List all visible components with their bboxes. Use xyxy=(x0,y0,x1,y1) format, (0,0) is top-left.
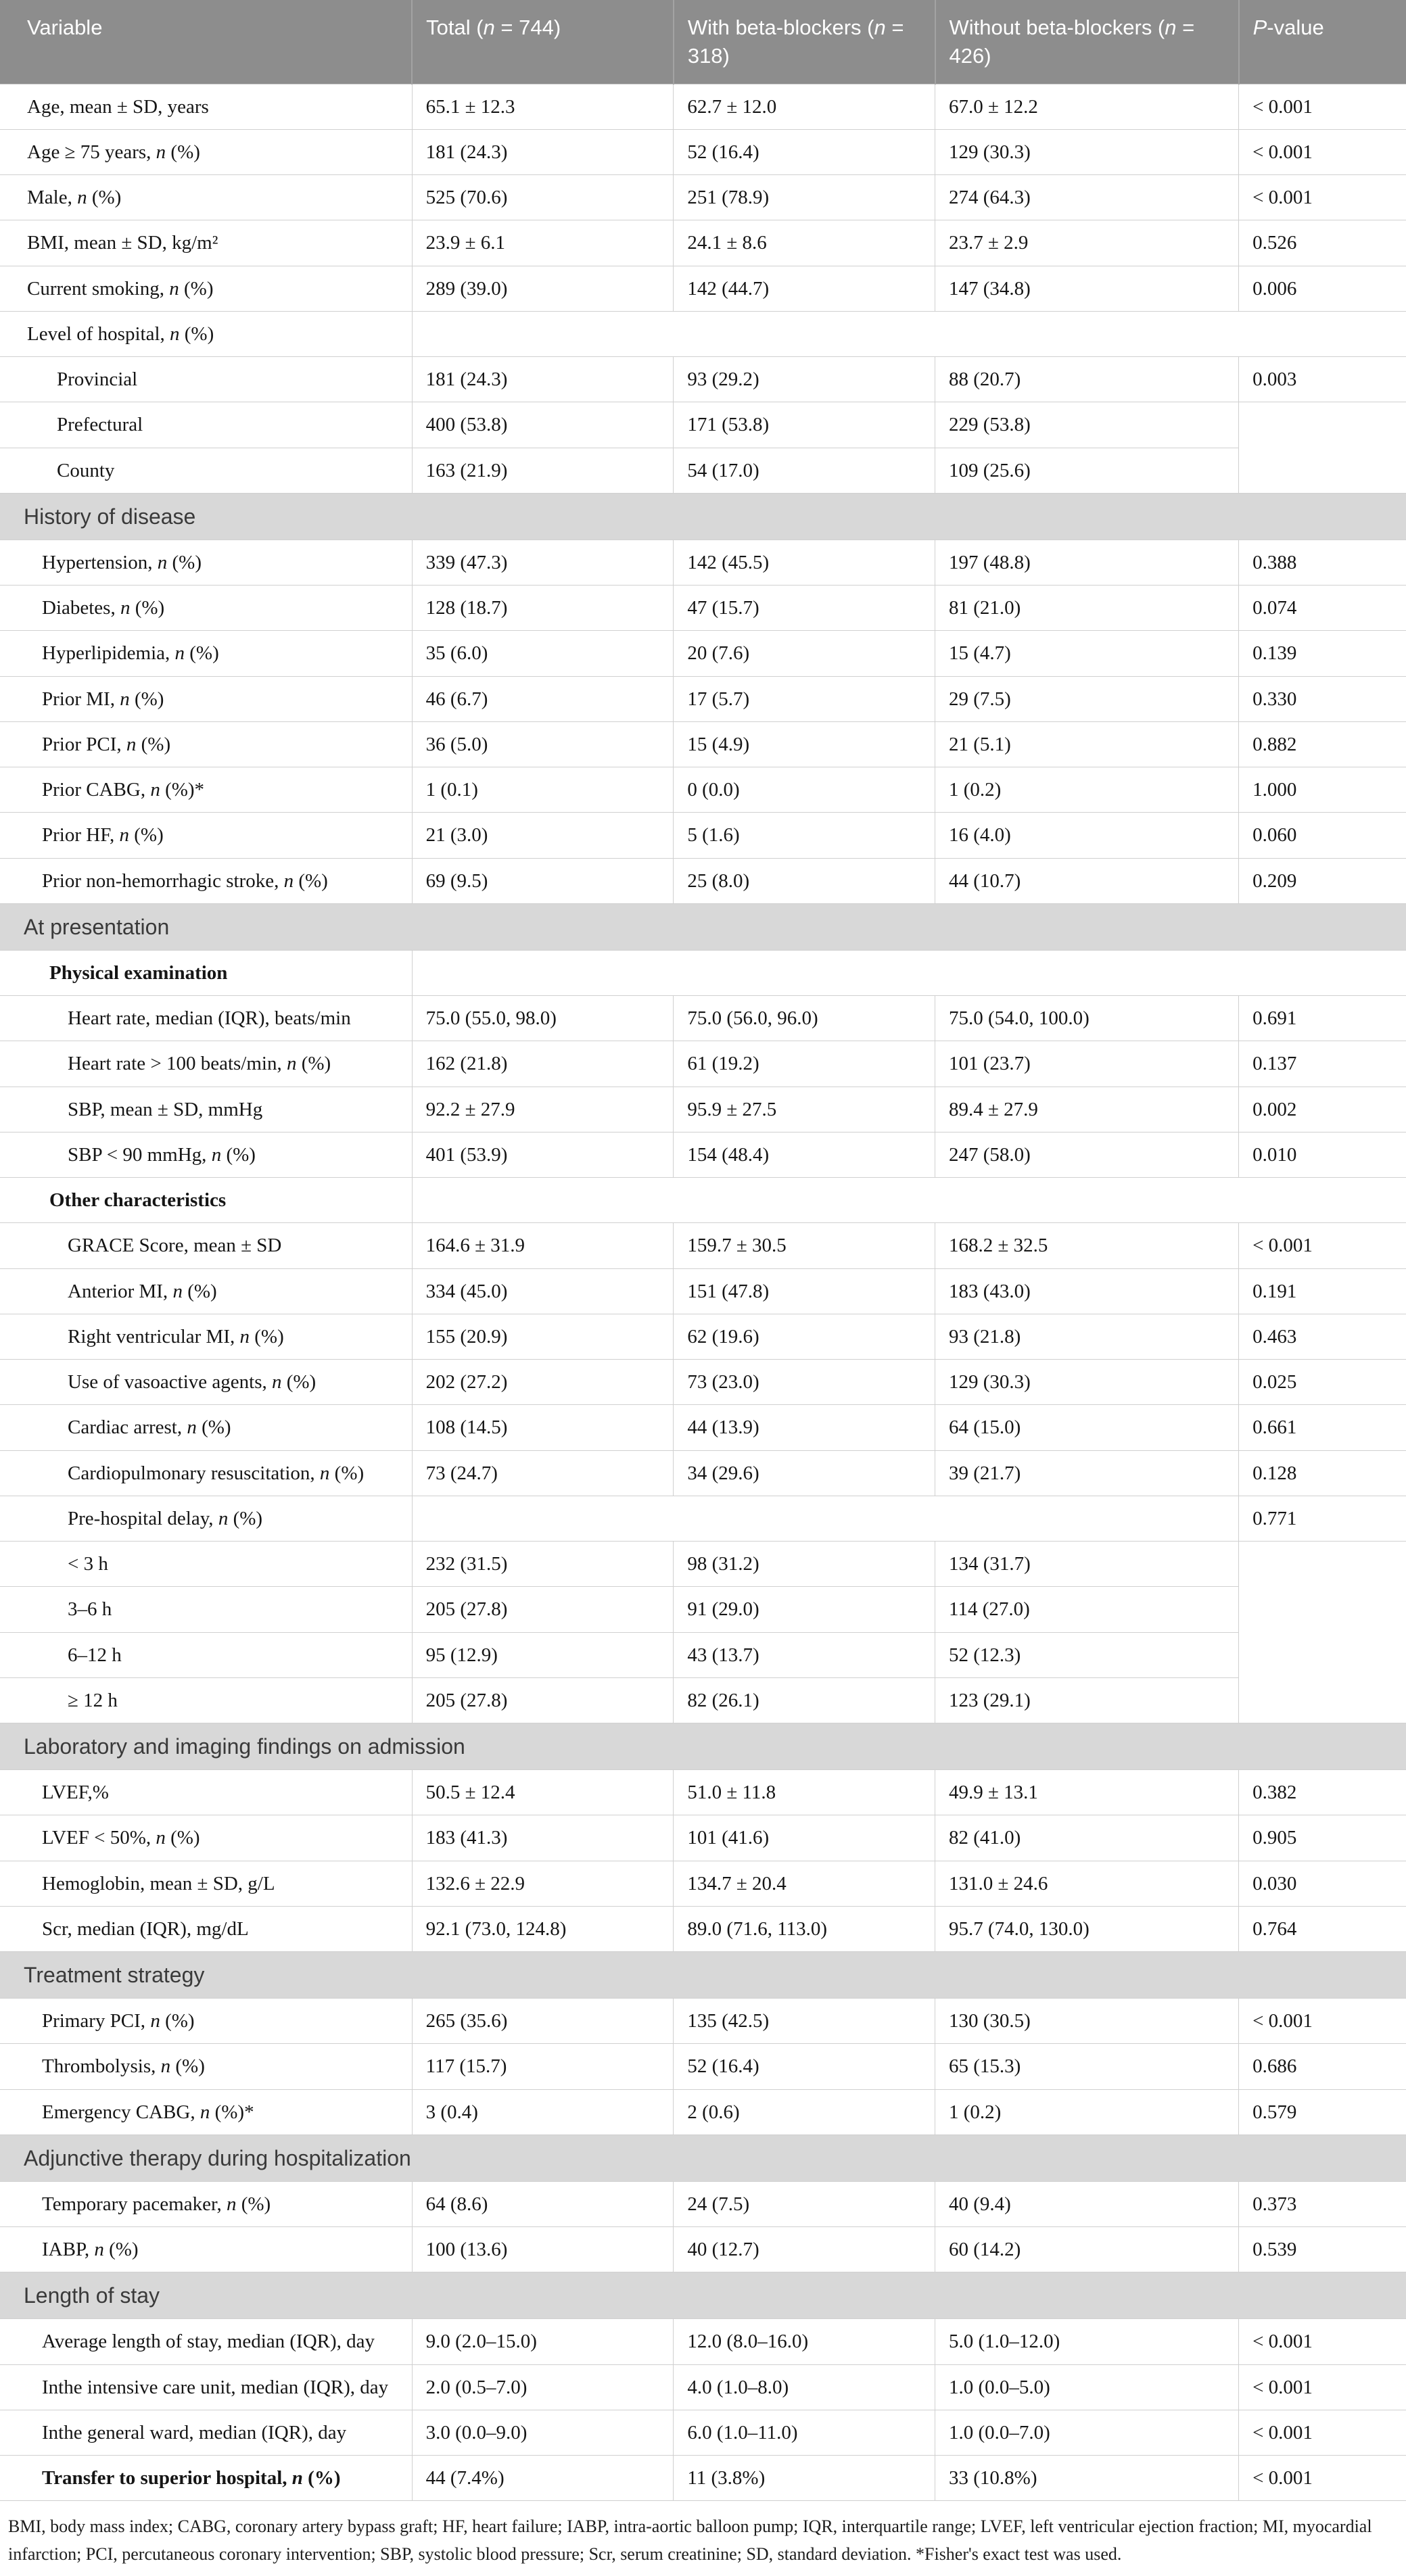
value-cell: 39 (21.7) xyxy=(935,1450,1239,1496)
row-label: 6–12 h xyxy=(0,1632,412,1677)
table-row xyxy=(0,1223,1406,1268)
value-cell: 17 (5.7) xyxy=(674,676,935,721)
table-row xyxy=(0,676,1406,721)
value-cell: 6.0 (1.0–11.0) xyxy=(674,2410,935,2455)
value-cell: 1 (0.1) xyxy=(412,767,674,813)
value-cell: 9.0 (2.0–15.0) xyxy=(412,2319,674,2364)
value-cell: 159.7 ± 30.5 xyxy=(674,1223,935,1268)
value-cell: 50.5 ± 12.4 xyxy=(412,1770,674,1815)
value-cell: 142 (44.7) xyxy=(674,266,935,311)
value-cell: 247 (58.0) xyxy=(935,1132,1239,1177)
table-row xyxy=(0,540,1406,585)
value-cell: 61 (19.2) xyxy=(674,1041,935,1087)
row-label: LVEF,% xyxy=(0,1770,412,1815)
value-cell: 88 (20.7) xyxy=(935,357,1239,402)
table-row xyxy=(0,1542,1406,1587)
value-cell: 73 (24.7) xyxy=(412,1450,674,1496)
value-cell: 181 (24.3) xyxy=(412,129,674,174)
pvalue-cell: 1.000 xyxy=(1239,767,1406,813)
value-cell: 64 (15.0) xyxy=(935,1405,1239,1450)
row-label: Hemoglobin, mean ± SD, g/L xyxy=(0,1861,412,1906)
row-label: 3–6 h xyxy=(0,1587,412,1632)
value-cell: 65.1 ± 12.3 xyxy=(412,84,674,129)
header-cell-total: Total (n = 744) xyxy=(412,0,674,84)
row-label: Male, n (%) xyxy=(0,175,412,220)
value-cell: 334 (45.0) xyxy=(412,1268,674,1314)
section-label: Length of stay xyxy=(0,2272,1406,2319)
pvalue-cell: < 0.001 xyxy=(1239,2456,1406,2501)
merged-empty-cell xyxy=(412,1496,1238,1541)
value-cell: 29 (7.5) xyxy=(935,676,1239,721)
table-row xyxy=(0,950,1406,995)
value-cell: 197 (48.8) xyxy=(935,540,1239,585)
section-label: Treatment strategy xyxy=(0,1952,1406,1999)
value-cell: 183 (43.0) xyxy=(935,1268,1239,1314)
section-row xyxy=(0,903,1406,950)
section-row xyxy=(0,2134,1406,2181)
pvalue-cell: 0.764 xyxy=(1239,1906,1406,1951)
value-cell: 44 (7.4%) xyxy=(412,2456,674,2501)
value-cell: 205 (27.8) xyxy=(412,1677,674,1723)
value-cell: 265 (35.6) xyxy=(412,1999,674,2044)
value-cell: 81 (21.0) xyxy=(935,586,1239,631)
table-row xyxy=(0,631,1406,676)
section-row xyxy=(0,2272,1406,2319)
value-cell: 46 (6.7) xyxy=(412,676,674,721)
pvalue-cell: 0.686 xyxy=(1239,2044,1406,2089)
value-cell: 123 (29.1) xyxy=(935,1677,1239,1723)
row-label: SBP, mean ± SD, mmHg xyxy=(0,1087,412,1132)
row-label: Age ≥ 75 years, n (%) xyxy=(0,129,412,174)
row-label: Right ventricular MI, n (%) xyxy=(0,1314,412,1359)
value-cell: 12.0 (8.0–16.0) xyxy=(674,2319,935,2364)
value-cell: 64 (8.6) xyxy=(412,2181,674,2226)
value-cell: 3 (0.4) xyxy=(412,2089,674,2134)
table-row xyxy=(0,586,1406,631)
pvalue-cell: 0.137 xyxy=(1239,1041,1406,1087)
value-cell: 400 (53.8) xyxy=(412,402,674,448)
table-row xyxy=(0,129,1406,174)
value-cell: 147 (34.8) xyxy=(935,266,1239,311)
table-row xyxy=(0,1450,1406,1496)
pvalue-cell: 0.191 xyxy=(1239,1268,1406,1314)
pvalue-cell: 0.463 xyxy=(1239,1314,1406,1359)
row-label: LVEF < 50%, n (%) xyxy=(0,1815,412,1861)
row-label: Emergency CABG, n (%)* xyxy=(0,2089,412,2134)
pvalue-cell: < 0.001 xyxy=(1239,129,1406,174)
value-cell: 202 (27.2) xyxy=(412,1360,674,1405)
value-cell: 162 (21.8) xyxy=(412,1041,674,1087)
value-cell: 49.9 ± 13.1 xyxy=(935,1770,1239,1815)
value-cell: 73 (23.0) xyxy=(674,1360,935,1405)
row-label: Prefectural xyxy=(0,402,412,448)
row-label: Current smoking, n (%) xyxy=(0,266,412,311)
merged-empty-cell xyxy=(412,950,1406,995)
pvalue-cell: 0.882 xyxy=(1239,721,1406,767)
value-cell: 1 (0.2) xyxy=(935,767,1239,813)
table-row xyxy=(0,402,1406,448)
row-label: Heart rate > 100 beats/min, n (%) xyxy=(0,1041,412,1087)
table-row xyxy=(0,1268,1406,1314)
table-row xyxy=(0,84,1406,129)
section-label: At presentation xyxy=(0,903,1406,950)
row-label: Thrombolysis, n (%) xyxy=(0,2044,412,2089)
pvalue-cell: 0.579 xyxy=(1239,2089,1406,2134)
value-cell: 132.6 ± 22.9 xyxy=(412,1861,674,1906)
row-label: Cardiac arrest, n (%) xyxy=(0,1405,412,1450)
value-cell: 93 (21.8) xyxy=(935,1314,1239,1359)
value-cell: 142 (45.5) xyxy=(674,540,935,585)
table-row xyxy=(0,1360,1406,1405)
value-cell: 154 (48.4) xyxy=(674,1132,935,1177)
value-cell: 89.4 ± 27.9 xyxy=(935,1087,1239,1132)
table-row xyxy=(0,1632,1406,1677)
value-cell: 401 (53.9) xyxy=(412,1132,674,1177)
value-cell: 109 (25.6) xyxy=(935,448,1239,493)
section-row xyxy=(0,493,1406,540)
value-cell: 75.0 (56.0, 96.0) xyxy=(674,996,935,1041)
pvalue-cell: 0.691 xyxy=(1239,996,1406,1041)
value-cell: 33 (10.8%) xyxy=(935,2456,1239,2501)
value-cell: 54 (17.0) xyxy=(674,448,935,493)
value-cell: 82 (41.0) xyxy=(935,1815,1239,1861)
table-row xyxy=(0,2319,1406,2364)
value-cell: 168.2 ± 32.5 xyxy=(935,1223,1239,1268)
value-cell: 101 (41.6) xyxy=(674,1815,935,1861)
pvalue-cell: 0.209 xyxy=(1239,858,1406,903)
value-cell: 95.7 (74.0, 130.0) xyxy=(935,1906,1239,1951)
pvalue-cell: 0.003 xyxy=(1239,357,1406,402)
pvalue-cell: < 0.001 xyxy=(1239,84,1406,129)
pvalue-cell: 0.661 xyxy=(1239,1405,1406,1450)
table-row xyxy=(0,2410,1406,2455)
value-cell: 60 (14.2) xyxy=(935,2227,1239,2272)
merged-empty-cell xyxy=(412,311,1406,356)
row-label: SBP < 90 mmHg, n (%) xyxy=(0,1132,412,1177)
pvalue-cell: < 0.001 xyxy=(1239,175,1406,220)
row-label: Diabetes, n (%) xyxy=(0,586,412,631)
pvalue-cell: 0.128 xyxy=(1239,1450,1406,1496)
value-cell: 117 (15.7) xyxy=(412,2044,674,2089)
value-cell: 52 (16.4) xyxy=(674,2044,935,2089)
subsection-label: Physical examination xyxy=(0,950,412,995)
row-label: Level of hospital, n (%) xyxy=(0,311,412,356)
pvalue-cell: 0.373 xyxy=(1239,2181,1406,2226)
table-row xyxy=(0,2227,1406,2272)
value-cell: 163 (21.9) xyxy=(412,448,674,493)
table-row xyxy=(0,2181,1406,2226)
pvalue-cell: 0.002 xyxy=(1239,1087,1406,1132)
value-cell: 25 (8.0) xyxy=(674,858,935,903)
table-row xyxy=(0,1087,1406,1132)
value-cell: 108 (14.5) xyxy=(412,1405,674,1450)
row-label: Prior MI, n (%) xyxy=(0,676,412,721)
row-label: Prior CABG, n (%)* xyxy=(0,767,412,813)
value-cell: 171 (53.8) xyxy=(674,402,935,448)
row-label: Use of vasoactive agents, n (%) xyxy=(0,1360,412,1405)
value-cell: 2.0 (0.5–7.0) xyxy=(412,2364,674,2410)
value-cell: 51.0 ± 11.8 xyxy=(674,1770,935,1815)
value-cell: 21 (3.0) xyxy=(412,813,674,858)
pvalue-cell: 0.539 xyxy=(1239,2227,1406,2272)
row-label: Inthe general ward, median (IQR), day xyxy=(0,2410,412,2455)
table-row xyxy=(0,175,1406,220)
pvalue-cell: 0.382 xyxy=(1239,1770,1406,1815)
table-row xyxy=(0,2089,1406,2134)
value-cell: 5 (1.6) xyxy=(674,813,935,858)
table-row xyxy=(0,2044,1406,2089)
value-cell: 129 (30.3) xyxy=(935,1360,1239,1405)
value-cell: 20 (7.6) xyxy=(674,631,935,676)
value-cell: 2 (0.6) xyxy=(674,2089,935,2134)
table-row xyxy=(0,858,1406,903)
value-cell: 1.0 (0.0–5.0) xyxy=(935,2364,1239,2410)
value-cell: 129 (30.3) xyxy=(935,129,1239,174)
value-cell: 151 (47.8) xyxy=(674,1268,935,1314)
table-row xyxy=(0,813,1406,858)
table-row xyxy=(0,220,1406,266)
pvalue-cell: 0.139 xyxy=(1239,631,1406,676)
row-label: Prior HF, n (%) xyxy=(0,813,412,858)
value-cell: 289 (39.0) xyxy=(412,266,674,311)
table-body xyxy=(0,84,1406,2501)
value-cell: 35 (6.0) xyxy=(412,631,674,676)
value-cell: 229 (53.8) xyxy=(935,402,1239,448)
table-row xyxy=(0,1999,1406,2044)
value-cell: 92.1 (73.0, 124.8) xyxy=(412,1906,674,1951)
value-cell: 69 (9.5) xyxy=(412,858,674,903)
table-row xyxy=(0,1770,1406,1815)
value-cell: 134.7 ± 20.4 xyxy=(674,1861,935,1906)
value-cell: 24.1 ± 8.6 xyxy=(674,220,935,266)
table-row xyxy=(0,1587,1406,1632)
pvalue-cell: 0.010 xyxy=(1239,1132,1406,1177)
value-cell: 11 (3.8%) xyxy=(674,2456,935,2501)
value-cell: 128 (18.7) xyxy=(412,586,674,631)
value-cell: 3.0 (0.0–9.0) xyxy=(412,2410,674,2455)
value-cell: 251 (78.9) xyxy=(674,175,935,220)
value-cell: 40 (9.4) xyxy=(935,2181,1239,2226)
row-label: Average length of stay, median (IQR), day xyxy=(0,2319,412,2364)
row-label: Pre-hospital delay, n (%) xyxy=(0,1496,412,1541)
section-row xyxy=(0,1723,1406,1770)
value-cell: 23.9 ± 6.1 xyxy=(412,220,674,266)
row-label: BMI, mean ± SD, kg/m² xyxy=(0,220,412,266)
row-label: Hypertension, n (%) xyxy=(0,540,412,585)
value-cell: 101 (23.7) xyxy=(935,1041,1239,1087)
value-cell: 93 (29.2) xyxy=(674,357,935,402)
pvalue-cell xyxy=(1239,402,1406,494)
table-row xyxy=(0,1041,1406,1087)
value-cell: 5.0 (1.0–12.0) xyxy=(935,2319,1239,2364)
value-cell: 95 (12.9) xyxy=(412,1632,674,1677)
value-cell: 47 (15.7) xyxy=(674,586,935,631)
row-label: IABP, n (%) xyxy=(0,2227,412,2272)
pvalue-cell xyxy=(1239,1542,1406,1723)
value-cell: 4.0 (1.0–8.0) xyxy=(674,2364,935,2410)
table-row xyxy=(0,311,1406,356)
value-cell: 131.0 ± 24.6 xyxy=(935,1861,1239,1906)
value-cell: 52 (16.4) xyxy=(674,129,935,174)
value-cell: 75.0 (55.0, 98.0) xyxy=(412,996,674,1041)
table-row xyxy=(0,1496,1406,1541)
value-cell: 24 (7.5) xyxy=(674,2181,935,2226)
value-cell: 525 (70.6) xyxy=(412,175,674,220)
table-header xyxy=(0,0,1406,84)
header-row xyxy=(0,0,1406,84)
row-label: Prior non-hemorrhagic stroke, n (%) xyxy=(0,858,412,903)
value-cell: 274 (64.3) xyxy=(935,175,1239,220)
pvalue-cell: 0.330 xyxy=(1239,676,1406,721)
header-cell-with-beta-blockers: With beta-blockers (n = 318) xyxy=(674,0,935,84)
section-label: Laboratory and imaging findings on admission xyxy=(0,1723,1406,1770)
row-label: Provincial xyxy=(0,357,412,402)
row-label: Prior PCI, n (%) xyxy=(0,721,412,767)
pvalue-cell: 0.060 xyxy=(1239,813,1406,858)
table-row xyxy=(0,357,1406,402)
table-row xyxy=(0,448,1406,493)
row-label: ≥ 12 h xyxy=(0,1677,412,1723)
header-cell-variable: Variable xyxy=(0,0,412,84)
value-cell: 339 (47.3) xyxy=(412,540,674,585)
value-cell: 44 (13.9) xyxy=(674,1405,935,1450)
pvalue-cell: 0.526 xyxy=(1239,220,1406,266)
value-cell: 89.0 (71.6, 113.0) xyxy=(674,1906,935,1951)
pvalue-cell: 0.006 xyxy=(1239,266,1406,311)
table-row xyxy=(0,1314,1406,1359)
value-cell: 181 (24.3) xyxy=(412,357,674,402)
value-cell: 130 (30.5) xyxy=(935,1999,1239,2044)
row-label: Temporary pacemaker, n (%) xyxy=(0,2181,412,2226)
pvalue-cell: < 0.001 xyxy=(1239,2410,1406,2455)
pvalue-cell: 0.905 xyxy=(1239,1815,1406,1861)
pvalue-cell: 0.074 xyxy=(1239,586,1406,631)
row-label: County xyxy=(0,448,412,493)
value-cell: 95.9 ± 27.5 xyxy=(674,1087,935,1132)
pvalue-cell: < 0.001 xyxy=(1239,1999,1406,2044)
value-cell: 75.0 (54.0, 100.0) xyxy=(935,996,1239,1041)
section-label: Adjunctive therapy during hospitalization xyxy=(0,2134,1406,2181)
pvalue-cell: 0.025 xyxy=(1239,1360,1406,1405)
footnote: BMI, body mass index; CABG, coronary artery bypass graft; HF, heart failure; IABP, intra-aortic balloon pump; IQR, interquartile range; LVEF, left ventricular ejection fraction; MI, myocardial infarction; PCI, percutaneous coronary intervention; SBP, systolic blood pressure; Scr, serum creatinine; SD, standard deviation. *Fisher's exact test was used. xyxy=(8,2517,1372,2564)
value-cell: 36 (5.0) xyxy=(412,721,674,767)
table-row xyxy=(0,721,1406,767)
value-cell: 91 (29.0) xyxy=(674,1587,935,1632)
table-row xyxy=(0,1677,1406,1723)
value-cell: 183 (41.3) xyxy=(412,1815,674,1861)
table-row xyxy=(0,767,1406,813)
table-row xyxy=(0,1815,1406,1861)
value-cell: 65 (15.3) xyxy=(935,2044,1239,2089)
row-label: GRACE Score, mean ± SD xyxy=(0,1223,412,1268)
row-label: Primary PCI, n (%) xyxy=(0,1999,412,2044)
row-label: Scr, median (IQR), mg/dL xyxy=(0,1906,412,1951)
table-row xyxy=(0,996,1406,1041)
pvalue-cell: < 0.001 xyxy=(1239,1223,1406,1268)
value-cell: 114 (27.0) xyxy=(935,1587,1239,1632)
table-row xyxy=(0,1178,1406,1223)
value-cell: 67.0 ± 12.2 xyxy=(935,84,1239,129)
value-cell: 232 (31.5) xyxy=(412,1542,674,1587)
value-cell: 92.2 ± 27.9 xyxy=(412,1087,674,1132)
value-cell: 15 (4.9) xyxy=(674,721,935,767)
value-cell: 16 (4.0) xyxy=(935,813,1239,858)
row-label: Inthe intensive care unit, median (IQR), day xyxy=(0,2364,412,2410)
row-label: Heart rate, median (IQR), beats/min xyxy=(0,996,412,1041)
section-label: History of disease xyxy=(0,493,1406,540)
value-cell: 135 (42.5) xyxy=(674,1999,935,2044)
row-label: Hyperlipidemia, n (%) xyxy=(0,631,412,676)
table-row xyxy=(0,1132,1406,1177)
table-row xyxy=(0,2364,1406,2410)
value-cell: 43 (13.7) xyxy=(674,1632,935,1677)
value-cell: 1 (0.2) xyxy=(935,2089,1239,2134)
value-cell: 100 (13.6) xyxy=(412,2227,674,2272)
subsection-label: Other characteristics xyxy=(0,1178,412,1223)
value-cell: 44 (10.7) xyxy=(935,858,1239,903)
pvalue-cell: < 0.001 xyxy=(1239,2319,1406,2364)
pvalue-cell: 0.030 xyxy=(1239,1861,1406,1906)
value-cell: 1.0 (0.0–7.0) xyxy=(935,2410,1239,2455)
value-cell: 34 (29.6) xyxy=(674,1450,935,1496)
pvalue-cell: 0.771 xyxy=(1239,1496,1406,1541)
value-cell: 0 (0.0) xyxy=(674,767,935,813)
row-label: Age, mean ± SD, years xyxy=(0,84,412,129)
table-row xyxy=(0,1861,1406,1906)
value-cell: 52 (12.3) xyxy=(935,1632,1239,1677)
header-cell-without-beta-blockers: Without beta-blockers (n = 426) xyxy=(935,0,1239,84)
value-cell: 15 (4.7) xyxy=(935,631,1239,676)
pvalue-cell: < 0.001 xyxy=(1239,2364,1406,2410)
value-cell: 62.7 ± 12.0 xyxy=(674,84,935,129)
section-row xyxy=(0,1952,1406,1999)
row-label: Anterior MI, n (%) xyxy=(0,1268,412,1314)
value-cell: 134 (31.7) xyxy=(935,1542,1239,1587)
table-row xyxy=(0,266,1406,311)
pvalue-cell: 0.388 xyxy=(1239,540,1406,585)
merged-empty-cell xyxy=(412,1178,1406,1223)
value-cell: 82 (26.1) xyxy=(674,1677,935,1723)
table-row xyxy=(0,2456,1406,2501)
value-cell: 98 (31.2) xyxy=(674,1542,935,1587)
value-cell: 21 (5.1) xyxy=(935,721,1239,767)
header-cell-pvalue: P-value xyxy=(1239,0,1406,84)
table-row xyxy=(0,1906,1406,1951)
value-cell: 40 (12.7) xyxy=(674,2227,935,2272)
value-cell: 23.7 ± 2.9 xyxy=(935,220,1239,266)
value-cell: 155 (20.9) xyxy=(412,1314,674,1359)
row-label: Transfer to superior hospital, n (%) xyxy=(0,2456,412,2501)
table-row xyxy=(0,1405,1406,1450)
row-label: Cardiopulmonary resuscitation, n (%) xyxy=(0,1450,412,1496)
row-label: < 3 h xyxy=(0,1542,412,1587)
value-cell: 164.6 ± 31.9 xyxy=(412,1223,674,1268)
value-cell: 205 (27.8) xyxy=(412,1587,674,1632)
value-cell: 62 (19.6) xyxy=(674,1314,935,1359)
